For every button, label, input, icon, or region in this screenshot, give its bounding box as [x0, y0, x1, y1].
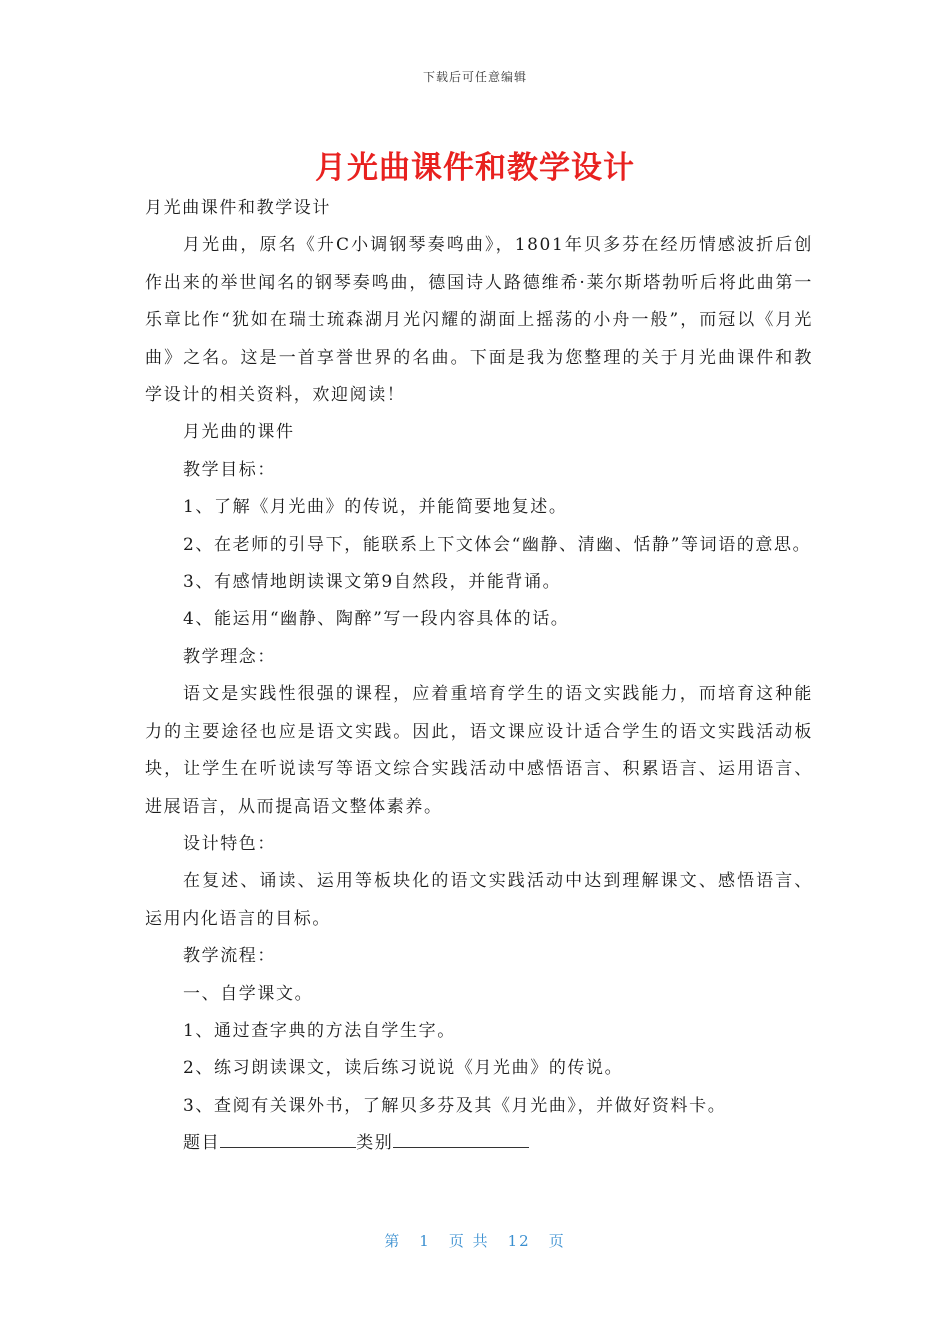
- title-blank-line[interactable]: [220, 1127, 356, 1148]
- footer-total-pages: 12: [507, 1232, 531, 1250]
- process-item: 3、查阅有关课外书，了解贝多芬及其《月光曲》，并做好资料卡。: [183, 1095, 727, 1116]
- resource-card-form: [145, 1125, 813, 1162]
- footer-page-middle: 页 共: [448, 1232, 490, 1250]
- objective-item: 3、有感情地朗读课文第9自然段，并能背诵。: [183, 572, 562, 593]
- process-item: 2、练习朗读课文，读后练习说说《月光曲》的传说。: [183, 1058, 624, 1079]
- document-body: [145, 190, 813, 1163]
- philosophy-paragraph: 语文是实践性很强的课程，应着重培育学生的语文实践能力，而培育这种能力的主要途径也应是语文实践。因此，语文课应设计适合学生的语文实践活动板块，让学生在听说读写等语文综合实践活动中感悟语言、积累语言、运用语言、进展语言，从而提高语文整体素养。: [145, 684, 813, 817]
- section-heading-courseware: 月光曲的课件: [183, 422, 295, 443]
- category-blank-line[interactable]: [393, 1127, 529, 1148]
- footer-page-number: 1: [419, 1232, 431, 1250]
- process-item: 1、通过查字典的方法自学生字。: [183, 1020, 456, 1041]
- subtitle-line: 月光曲课件和教学设计: [145, 198, 331, 218]
- intro-paragraph: 月光曲，原名《升C小调钢琴奏鸣曲》，1801年贝多芬在经历情感波折后创作出来的举世闻名的钢琴奏鸣曲，德国诗人路德维希·莱尔斯塔勃听后将此曲第一乐章比作“犹如在瑞士琉森湖月光闪耀的湖面上摇荡的小舟一般”，而冠以《月光曲》之名。这是一首享誉世界的名曲。下面是我为您整理的关于月光曲课件和教学设计的相关资料，欢迎阅读！: [145, 235, 813, 406]
- process-step-heading: 一、自学课文。: [183, 983, 314, 1004]
- section-heading-process: 教学流程：: [183, 946, 276, 967]
- header-note: 下载后可任意编辑: [422, 70, 527, 84]
- section-heading-objectives: 教学目标：: [183, 459, 276, 480]
- footer-page-suffix: 页: [548, 1232, 566, 1250]
- features-paragraph: 在复述、诵读、运用等板块化的语文实践活动中达到理解课文、感悟语言、运用内化语言的目标。: [145, 871, 813, 929]
- objective-item: 4、能运用“幽静、陶醉”写一段内容具体的话。: [183, 609, 570, 630]
- section-heading-features: 设计特色：: [183, 833, 276, 854]
- footer-page-prefix: 第: [384, 1232, 402, 1250]
- objective-item: 2、在老师的引导下，能联系上下文体会“幽静、清幽、恬静”等词语的意思。: [183, 534, 812, 555]
- objective-item: 1、了解《月光曲》的传说，并能简要地复述。: [183, 497, 568, 518]
- document-title: 月光曲课件和教学设计: [315, 150, 635, 186]
- form-label-title: 题目: [183, 1133, 221, 1154]
- form-label-category: 类别: [356, 1133, 394, 1154]
- page-footer: [0, 1230, 950, 1251]
- section-heading-philosophy: 教学理念：: [183, 646, 276, 667]
